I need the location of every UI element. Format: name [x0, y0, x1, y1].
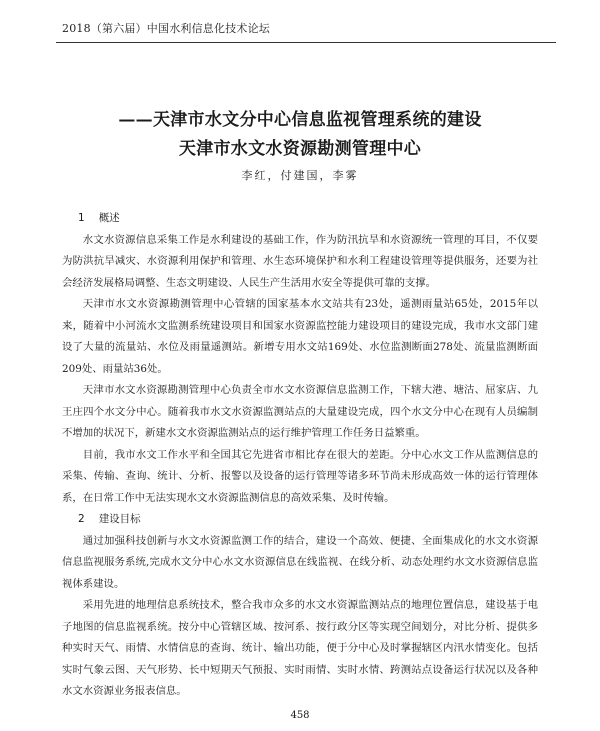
paragraph: 目前，我市水文工作水平和全国其它先进省市相比存在很大的差距。分中心水文工作从监测信息的采集、传输、查询、统计、分析、报警以及设备的运行管理等诸多环节尚未形成高效一体的运行管理体系，在日常工作中无法实现水文水资源监测信息的高效采集、及时传输。 — [62, 448, 538, 504]
section-number: 1 — [78, 212, 85, 224]
page-number: 458 — [290, 710, 310, 721]
article-body — [62, 208, 538, 703]
paragraph: 通过加强科技创新与水文水资源监测工作的结合，建设一个高效、便捷、全面集成化的水文水资源信息监视服务系统,完成水文分中心水文水资源信息在线监视、在线分析、动态处理约水文水资源信息监视体系建设。 — [62, 534, 538, 590]
running-header: 2018（第六届）中国水利信息化技术论坛 — [62, 22, 270, 35]
section-heading — [78, 509, 538, 531]
header-rule — [56, 42, 556, 43]
section-number: 2 — [78, 513, 85, 525]
paragraph: 采用先进的地理信息系统技术，整合我市众多的水文水资源监测站点的地理位置信息，建设基于电子地图的信息监视系统。按分中心管辖区域、按河系、按行政分区等实现空间划分，对比分析、提供多种实时天气、雨情、水情信息的查询、统计、输出功能，便于分中心及时掌握辖区内汛水情变化。包括实时气象云图、天气形势、长中短期天气预报、实时雨情、实时水情、跨测站点设备运行状况以及各种水文水资源业务报表信息。 — [62, 599, 538, 697]
author-list: 李红，付建国，李雾 — [241, 169, 359, 182]
article-subtitle: 天津市水文水资源勘测管理中心 — [178, 139, 422, 159]
paragraph: 水文水资源信息采集工作是水利建设的基础工作，作为防汛抗旱和水资源统一管理的耳目，不仅要为防洪抗旱减灾、水资源利用保护和管理、水生态环境保护和水利工程建设管理等提供服务，还要为社会经济发展格局调整、生态文明建设、人民生产生活用水安全等提供可靠的支撑。 — [62, 233, 538, 289]
paragraph: 天津市水文水资源勘测管理中心管辖的国家基本水文站共有23处，遥测雨量站65处，2015年以来，随着中小河流水文监测系统建设项目和国家水资源监控能力建设项目的建设完成，我市水文部门建设了大量的流量站、水位及雨量遥测站。新增专用水文站169处、水位监测断面278处、流量监测断面209处、雨量站36处。 — [62, 298, 538, 375]
paragraph: 天津市水文水资源勘测管理中心负责全市水文水资源信息监测工作，下辖大港、塘沽、屈家店、九王庄四个水文分中心。随着我市水文水资源监测站点的大量建设完成，四个水文分中心在现有人员编制不增加的状况下，新建水文水资源监测站点的运行维护管理工作任务日益繁重。 — [62, 384, 538, 439]
section-title: 概述 — [98, 212, 120, 224]
section-heading — [78, 208, 538, 230]
article-title: ——天津市水文分中心信息监视管理系统的建设 — [118, 110, 482, 130]
section-title: 建设目标 — [98, 513, 141, 525]
